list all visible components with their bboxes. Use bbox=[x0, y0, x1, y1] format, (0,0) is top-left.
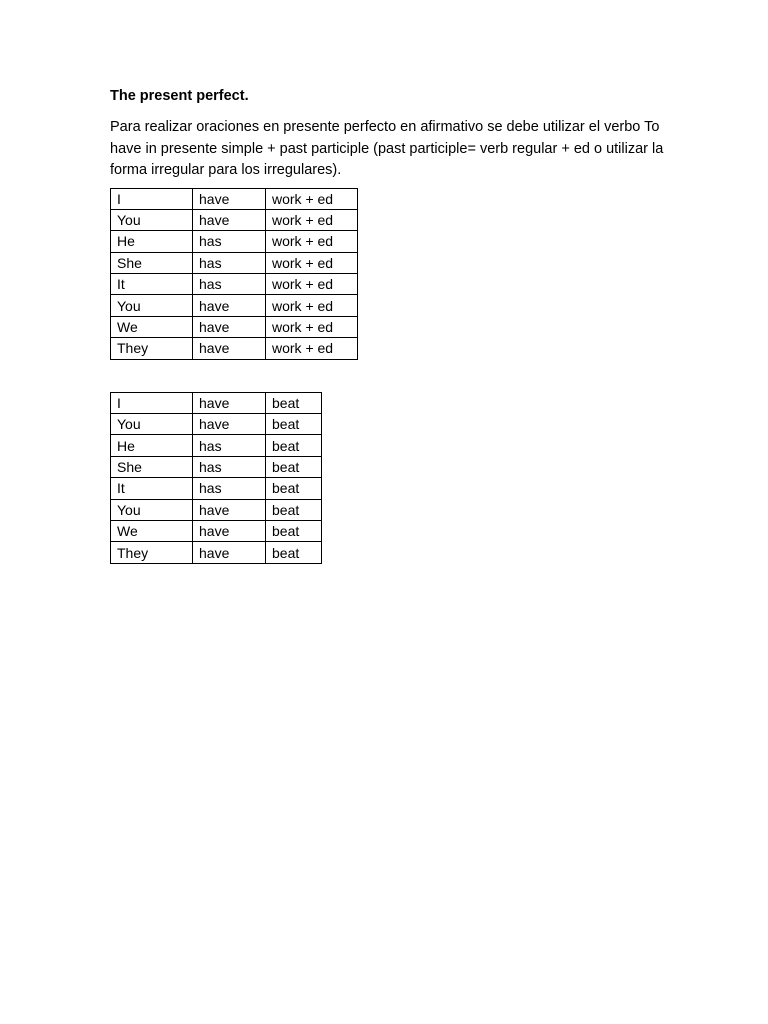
verb-cell: beat bbox=[266, 520, 322, 541]
table-row bbox=[111, 274, 358, 295]
table-row bbox=[111, 414, 322, 435]
verb-cell: work + ed bbox=[266, 188, 358, 209]
pronoun-cell: He bbox=[111, 231, 193, 252]
auxiliary-cell: have bbox=[193, 392, 266, 413]
table-row bbox=[111, 316, 358, 337]
verb-cell: work + ed bbox=[266, 338, 358, 359]
table-row bbox=[111, 542, 322, 563]
document-page bbox=[110, 86, 690, 564]
pronoun-cell: She bbox=[111, 252, 193, 273]
regular-verb-table bbox=[110, 188, 358, 360]
auxiliary-cell: has bbox=[193, 478, 266, 499]
pronoun-cell: You bbox=[111, 414, 193, 435]
pronoun-cell: We bbox=[111, 520, 193, 541]
verb-cell: beat bbox=[266, 392, 322, 413]
verb-cell: beat bbox=[266, 478, 322, 499]
pronoun-cell: I bbox=[111, 188, 193, 209]
auxiliary-cell: have bbox=[193, 295, 266, 316]
auxiliary-cell: have bbox=[193, 520, 266, 541]
verb-cell: work + ed bbox=[266, 316, 358, 337]
table-row bbox=[111, 338, 358, 359]
verb-cell: beat bbox=[266, 456, 322, 477]
table-row bbox=[111, 188, 358, 209]
table-row bbox=[111, 295, 358, 316]
verb-cell: work + ed bbox=[266, 231, 358, 252]
table-row bbox=[111, 231, 358, 252]
pronoun-cell: They bbox=[111, 338, 193, 359]
auxiliary-cell: has bbox=[193, 435, 266, 456]
pronoun-cell: You bbox=[111, 295, 193, 316]
pronoun-cell: We bbox=[111, 316, 193, 337]
auxiliary-cell: has bbox=[193, 231, 266, 252]
auxiliary-cell: has bbox=[193, 456, 266, 477]
table-row bbox=[111, 456, 322, 477]
pronoun-cell: You bbox=[111, 209, 193, 230]
auxiliary-cell: have bbox=[193, 542, 266, 563]
verb-cell: beat bbox=[266, 542, 322, 563]
table-row bbox=[111, 209, 358, 230]
regular-verb-table-body bbox=[111, 188, 358, 359]
table-row bbox=[111, 478, 322, 499]
pronoun-cell: They bbox=[111, 542, 193, 563]
verb-cell: beat bbox=[266, 435, 322, 456]
table-row bbox=[111, 499, 322, 520]
table-row bbox=[111, 435, 322, 456]
verb-cell: work + ed bbox=[266, 209, 358, 230]
pronoun-cell: He bbox=[111, 435, 193, 456]
pronoun-cell: I bbox=[111, 392, 193, 413]
irregular-verb-table bbox=[110, 392, 322, 564]
verb-cell: beat bbox=[266, 414, 322, 435]
pronoun-cell: She bbox=[111, 456, 193, 477]
pronoun-cell: It bbox=[111, 274, 193, 295]
auxiliary-cell: has bbox=[193, 252, 266, 273]
auxiliary-cell: have bbox=[193, 316, 266, 337]
document-title: The present perfect. bbox=[110, 88, 249, 104]
pronoun-cell: You bbox=[111, 499, 193, 520]
irregular-verb-table-body bbox=[111, 392, 322, 563]
pronoun-cell: It bbox=[111, 478, 193, 499]
document-paragraph: Para realizar oraciones en presente perfecto en afirmativo se debe utilizar el verbo To have in presente simple + past participle (past participle= verb regular + ed o utilizar la forma irregular para los irregulares). bbox=[110, 119, 664, 178]
auxiliary-cell: have bbox=[193, 499, 266, 520]
verb-cell: work + ed bbox=[266, 295, 358, 316]
auxiliary-cell: has bbox=[193, 274, 266, 295]
auxiliary-cell: have bbox=[193, 338, 266, 359]
verb-cell: work + ed bbox=[266, 252, 358, 273]
table-row bbox=[111, 392, 322, 413]
verb-cell: beat bbox=[266, 499, 322, 520]
table-row bbox=[111, 520, 322, 541]
auxiliary-cell: have bbox=[193, 188, 266, 209]
table-row bbox=[111, 252, 358, 273]
verb-cell: work + ed bbox=[266, 274, 358, 295]
auxiliary-cell: have bbox=[193, 209, 266, 230]
auxiliary-cell: have bbox=[193, 414, 266, 435]
